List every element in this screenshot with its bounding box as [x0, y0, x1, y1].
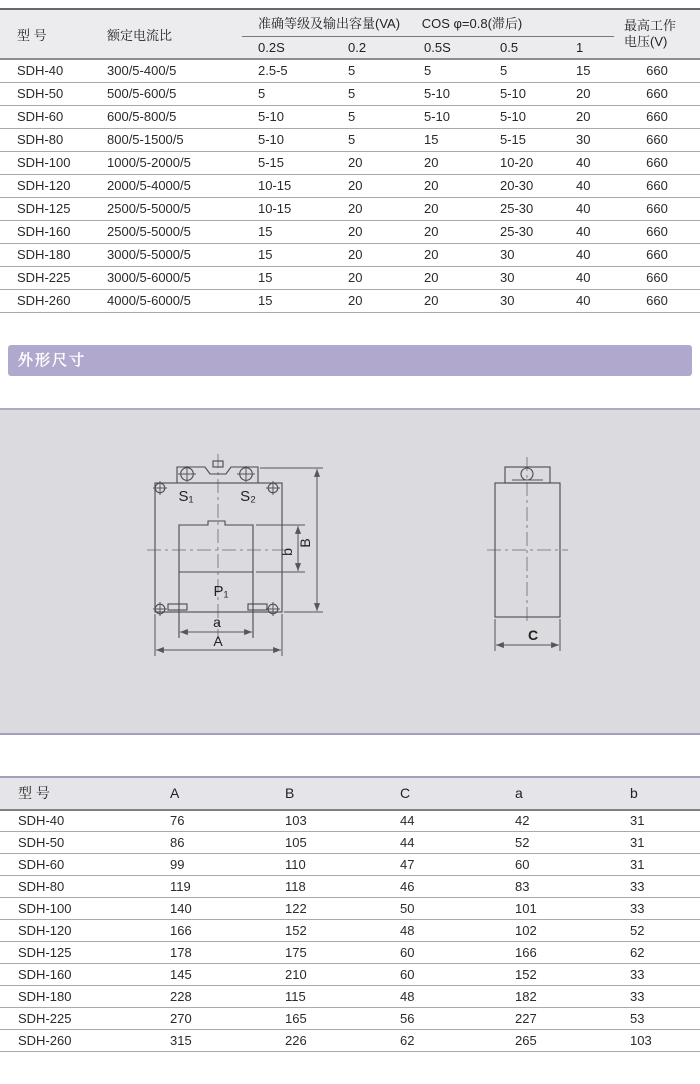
spec-cell: SDH-60 [0, 105, 95, 128]
spec-col-voltage-label: 最高工作电压(V) [624, 17, 677, 49]
spec-cell: 5 [500, 63, 508, 79]
side-view [487, 457, 568, 651]
dimension-cell: SDH-120 [0, 920, 160, 942]
dimension-cell: 152 [505, 964, 620, 986]
dimension-cell: 140 [160, 898, 275, 920]
spec-cell: 5 [424, 63, 432, 79]
dim-C-label: C [527, 626, 539, 643]
dimension-cell: SDH-180 [0, 986, 160, 1008]
spec-cell: SDH-80 [0, 128, 95, 151]
dimension-table-row [0, 810, 700, 832]
spec-table-row [0, 105, 700, 128]
terminal-label-s2: S₂ [240, 487, 256, 505]
mounting-slot-right [248, 604, 267, 610]
dimension-table-header [0, 777, 700, 810]
dimension-cell: 76 [170, 813, 185, 829]
spec-cell: 15 [242, 220, 332, 243]
spec-cell: 660 [614, 243, 700, 266]
spec-cell: 20 [408, 174, 484, 197]
dimension-cell: 227 [505, 1008, 620, 1030]
spec-cell: 15 [242, 289, 332, 312]
dimension-cell: 53 [620, 1008, 700, 1030]
spec-cell: 5-15 [484, 128, 560, 151]
spec-cell: 40 [560, 151, 614, 174]
dimension-table-row [0, 832, 700, 854]
dimension-cell: 31 [620, 832, 700, 854]
dimension-cell: 101 [505, 898, 620, 920]
dimension-cell: 42 [515, 813, 530, 829]
dimension-cell: 178 [160, 942, 275, 964]
spec-cell: 5 [348, 63, 356, 79]
dimension-cell: 33 [620, 876, 700, 898]
spec-cell: 4000/5-6000/5 [95, 289, 242, 312]
spec-cell: 660 [614, 197, 700, 220]
dimension-cell: 52 [505, 832, 620, 854]
dimension-cell: 166 [505, 942, 620, 964]
dimension-cell: SDH-125 [0, 942, 160, 964]
spec-cell: 5-10 [484, 82, 560, 105]
dim-col-C: C [390, 777, 505, 810]
spec-cell: 660 [646, 63, 668, 79]
spec-cell: 20-30 [484, 174, 560, 197]
spec-cell: 15 [408, 128, 484, 151]
spec-table-row [0, 82, 700, 105]
dimension-cell: 228 [160, 986, 275, 1008]
spec-cell: 40 [560, 197, 614, 220]
dimension-table-row [0, 1030, 700, 1052]
spec-col-voltage [614, 9, 700, 59]
dimension-cell: SDH-50 [0, 832, 160, 854]
dimension-cell: SDH-225 [0, 1008, 160, 1030]
spec-cell: SDH-100 [0, 151, 95, 174]
spec-cell: 660 [614, 220, 700, 243]
dimension-table-body [0, 810, 700, 1052]
spec-table-body [0, 59, 700, 312]
spec-cell: 20 [332, 151, 408, 174]
spec-table-row [0, 128, 700, 151]
spec-table-row [0, 266, 700, 289]
spec-cell: SDH-260 [0, 289, 95, 312]
spec-cell: 10-20 [484, 151, 560, 174]
spec-cell: 20 [408, 197, 484, 220]
dimension-cell: 99 [160, 854, 275, 876]
spec-cell: 3000/5-6000/5 [95, 266, 242, 289]
dimension-cell: 60 [505, 854, 620, 876]
spec-cell: SDH-120 [0, 174, 95, 197]
dimension-cell: 226 [275, 1030, 390, 1052]
dimension-cell: 47 [390, 854, 505, 876]
dimension-table-row [0, 854, 700, 876]
dimension-cell: 119 [160, 876, 275, 898]
dimension-cell: 48 [390, 920, 505, 942]
dimension-cell: 152 [275, 920, 390, 942]
spec-cell: 20 [560, 105, 614, 128]
spec-cell: 40 [560, 174, 614, 197]
dim-B-label: B [297, 537, 313, 548]
dimension-cell: SDH-100 [0, 898, 160, 920]
spec-table-row [0, 197, 700, 220]
outline-drawing-panel [0, 408, 700, 735]
spec-subcol-1: 1 [576, 39, 584, 55]
spec-cell: 5 [242, 82, 332, 105]
dim-a-label: a [213, 613, 221, 630]
spec-cell: 660 [614, 128, 700, 151]
spec-cell: 5-10 [408, 82, 484, 105]
dim-A-label: A [213, 632, 223, 649]
spec-subcol-05: 0.5 [500, 39, 519, 55]
spec-cell: 20 [332, 266, 408, 289]
dimension-cell: 33 [620, 898, 700, 920]
dimension-cell: 60 [390, 942, 505, 964]
dimension-cell: 145 [160, 964, 275, 986]
dimension-cell: SDH-60 [0, 854, 160, 876]
spec-table-row [0, 151, 700, 174]
spec-cell: 30 [484, 266, 560, 289]
spec-cell: 800/5-1500/5 [95, 128, 242, 151]
spec-cell: 5-10 [408, 105, 484, 128]
spec-subcol-05s: 0.5S [424, 39, 451, 55]
dimension-cell: 31 [620, 854, 700, 876]
spec-cell: 40 [560, 289, 614, 312]
section-banner: 外形尺寸 [8, 345, 692, 376]
dimension-cell: 270 [160, 1008, 275, 1030]
dimension-cell: 50 [390, 898, 505, 920]
spec-cell: 40 [560, 220, 614, 243]
dimension-cell: 62 [390, 1030, 505, 1052]
spec-cell: 2500/5-5000/5 [95, 197, 242, 220]
dimension-table-row [0, 942, 700, 964]
mounting-slot-left [168, 604, 187, 610]
spec-cell: 20 [332, 220, 408, 243]
dimension-cell: 210 [275, 964, 390, 986]
dimension-cell: 122 [275, 898, 390, 920]
dim-col-b: b [620, 777, 700, 810]
spec-cell: 660 [614, 82, 700, 105]
dimension-table-row [0, 898, 700, 920]
dimension-cell: 44 [390, 832, 505, 854]
spec-cell: 2.5-5 [258, 63, 288, 79]
spec-cell: 5-10 [242, 105, 332, 128]
spec-cell: 15 [242, 243, 332, 266]
dimension-cell: 105 [275, 832, 390, 854]
spec-cell: 20 [408, 220, 484, 243]
dimension-table-row [0, 964, 700, 986]
outline-drawing [0, 410, 700, 733]
spec-cell: 3000/5-5000/5 [95, 243, 242, 266]
dimension-cell: 165 [275, 1008, 390, 1030]
front-view [147, 454, 323, 656]
spec-cell: 20 [332, 197, 408, 220]
dimension-cell: 175 [275, 942, 390, 964]
corner-screw-bottom-right [266, 602, 280, 616]
dimension-cell: 31 [630, 813, 645, 829]
dimension-cell: 60 [390, 964, 505, 986]
dimension-cell: 52 [620, 920, 700, 942]
spec-cell: 20 [408, 243, 484, 266]
dimension-table [0, 776, 700, 1053]
spec-cell: 5 [332, 82, 408, 105]
spec-cell: 25-30 [484, 220, 560, 243]
spec-table-row [0, 289, 700, 312]
dimension-cell: SDH-260 [0, 1030, 160, 1052]
spec-cell: 40 [560, 243, 614, 266]
spec-cell: 660 [614, 266, 700, 289]
core-window [179, 521, 253, 572]
dimension-cell: 62 [620, 942, 700, 964]
spec-cell: 10-15 [242, 174, 332, 197]
spec-cell: 300/5-400/5 [107, 63, 177, 79]
dim-col-B: B [275, 777, 390, 810]
dimension-cell: 86 [160, 832, 275, 854]
spec-cell: 30 [560, 128, 614, 151]
dimension-cell: SDH-40 [18, 813, 65, 829]
spec-subcol-02: 0.2 [348, 39, 367, 55]
bracket-screw-right [237, 466, 255, 482]
spec-cell: 660 [614, 289, 700, 312]
spec-cell: 500/5-600/5 [95, 82, 242, 105]
spec-col-model: 型 号 [17, 27, 47, 43]
spec-cell: 600/5-800/5 [95, 105, 242, 128]
spec-cell: SDH-225 [0, 266, 95, 289]
dim-b-label: b [279, 547, 295, 556]
dimension-table-row [0, 986, 700, 1008]
terminal-label-p1: P₁ [213, 582, 229, 600]
dimension-cell: SDH-160 [0, 964, 160, 986]
spec-cell: 2500/5-5000/5 [95, 220, 242, 243]
spec-cell: 10-15 [242, 197, 332, 220]
dimension-table-row [0, 1008, 700, 1030]
dimension-cell: 33 [620, 964, 700, 986]
dimension-table-row [0, 876, 700, 898]
spec-cell: 20 [408, 289, 484, 312]
spec-table-row [0, 220, 700, 243]
spec-subcol-02s: 0.2S [258, 39, 285, 55]
spec-cell: SDH-50 [0, 82, 95, 105]
spec-cell: 30 [484, 243, 560, 266]
spec-cell: 30 [484, 289, 560, 312]
spec-cell: 40 [560, 266, 614, 289]
side-bracket [505, 467, 550, 483]
spec-cell: 20 [408, 266, 484, 289]
spec-cell: 660 [614, 151, 700, 174]
spec-cell: 660 [614, 105, 700, 128]
spec-cell: SDH-160 [0, 220, 95, 243]
spec-cell: 25-30 [484, 197, 560, 220]
dim-col-model: 型 号 [0, 777, 160, 810]
spec-col-ratio: 额定电流比 [107, 27, 173, 43]
dimension-cell: 103 [620, 1030, 700, 1052]
spec-table-row [0, 243, 700, 266]
dimension-cell: 115 [275, 986, 390, 1008]
spec-cell: 20 [332, 289, 408, 312]
terminal-label-s1: S₁ [178, 487, 194, 505]
spec-cell: 5-10 [242, 128, 332, 151]
dimension-cell: 56 [390, 1008, 505, 1030]
dimension-cell: 33 [620, 986, 700, 1008]
dimension-cell: 182 [505, 986, 620, 1008]
spec-cell: 20 [408, 151, 484, 174]
spec-cell: 15 [242, 266, 332, 289]
spec-cell: SDH-40 [17, 63, 64, 79]
dim-col-a: a [505, 777, 620, 810]
spec-col-accuracy: 准确等级及输出容量(VA) COS φ=0.8(滞后) [242, 9, 614, 36]
spec-cell: 5 [332, 128, 408, 151]
dimension-cell: 102 [505, 920, 620, 942]
dim-col-A: A [160, 777, 275, 810]
dimension-cell: 166 [160, 920, 275, 942]
spec-cell: 1000/5-2000/5 [95, 151, 242, 174]
spec-cell: 20 [560, 82, 614, 105]
dimension-cell: 110 [275, 854, 390, 876]
dimension-cell: 118 [275, 876, 390, 898]
dimension-cell: 44 [400, 813, 415, 829]
dimension-cell: 103 [285, 813, 307, 829]
spec-cell: 660 [614, 174, 700, 197]
spec-cell: 5 [332, 105, 408, 128]
spec-cell: SDH-180 [0, 243, 95, 266]
dimension-cell: SDH-80 [0, 876, 160, 898]
spec-cell: 5-10 [484, 105, 560, 128]
spec-cell: 20 [332, 243, 408, 266]
spec-table-row [0, 59, 700, 82]
dimension-cell: 48 [390, 986, 505, 1008]
bracket-screw-left [178, 466, 196, 482]
spec-cell: 2000/5-4000/5 [95, 174, 242, 197]
spec-cell: SDH-125 [0, 197, 95, 220]
spec-cell: 15 [576, 63, 591, 79]
spec-table-header [0, 9, 700, 59]
spec-table [0, 8, 700, 313]
dimension-cell: 265 [505, 1030, 620, 1052]
dimension-table-row [0, 920, 700, 942]
dimension-cell: 315 [160, 1030, 275, 1052]
spec-table-row [0, 174, 700, 197]
spec-cell: 5-15 [242, 151, 332, 174]
dimension-cell: 46 [390, 876, 505, 898]
dim-B-extension-lines [260, 468, 323, 612]
dimension-cell: 83 [505, 876, 620, 898]
spec-cell: 20 [332, 174, 408, 197]
